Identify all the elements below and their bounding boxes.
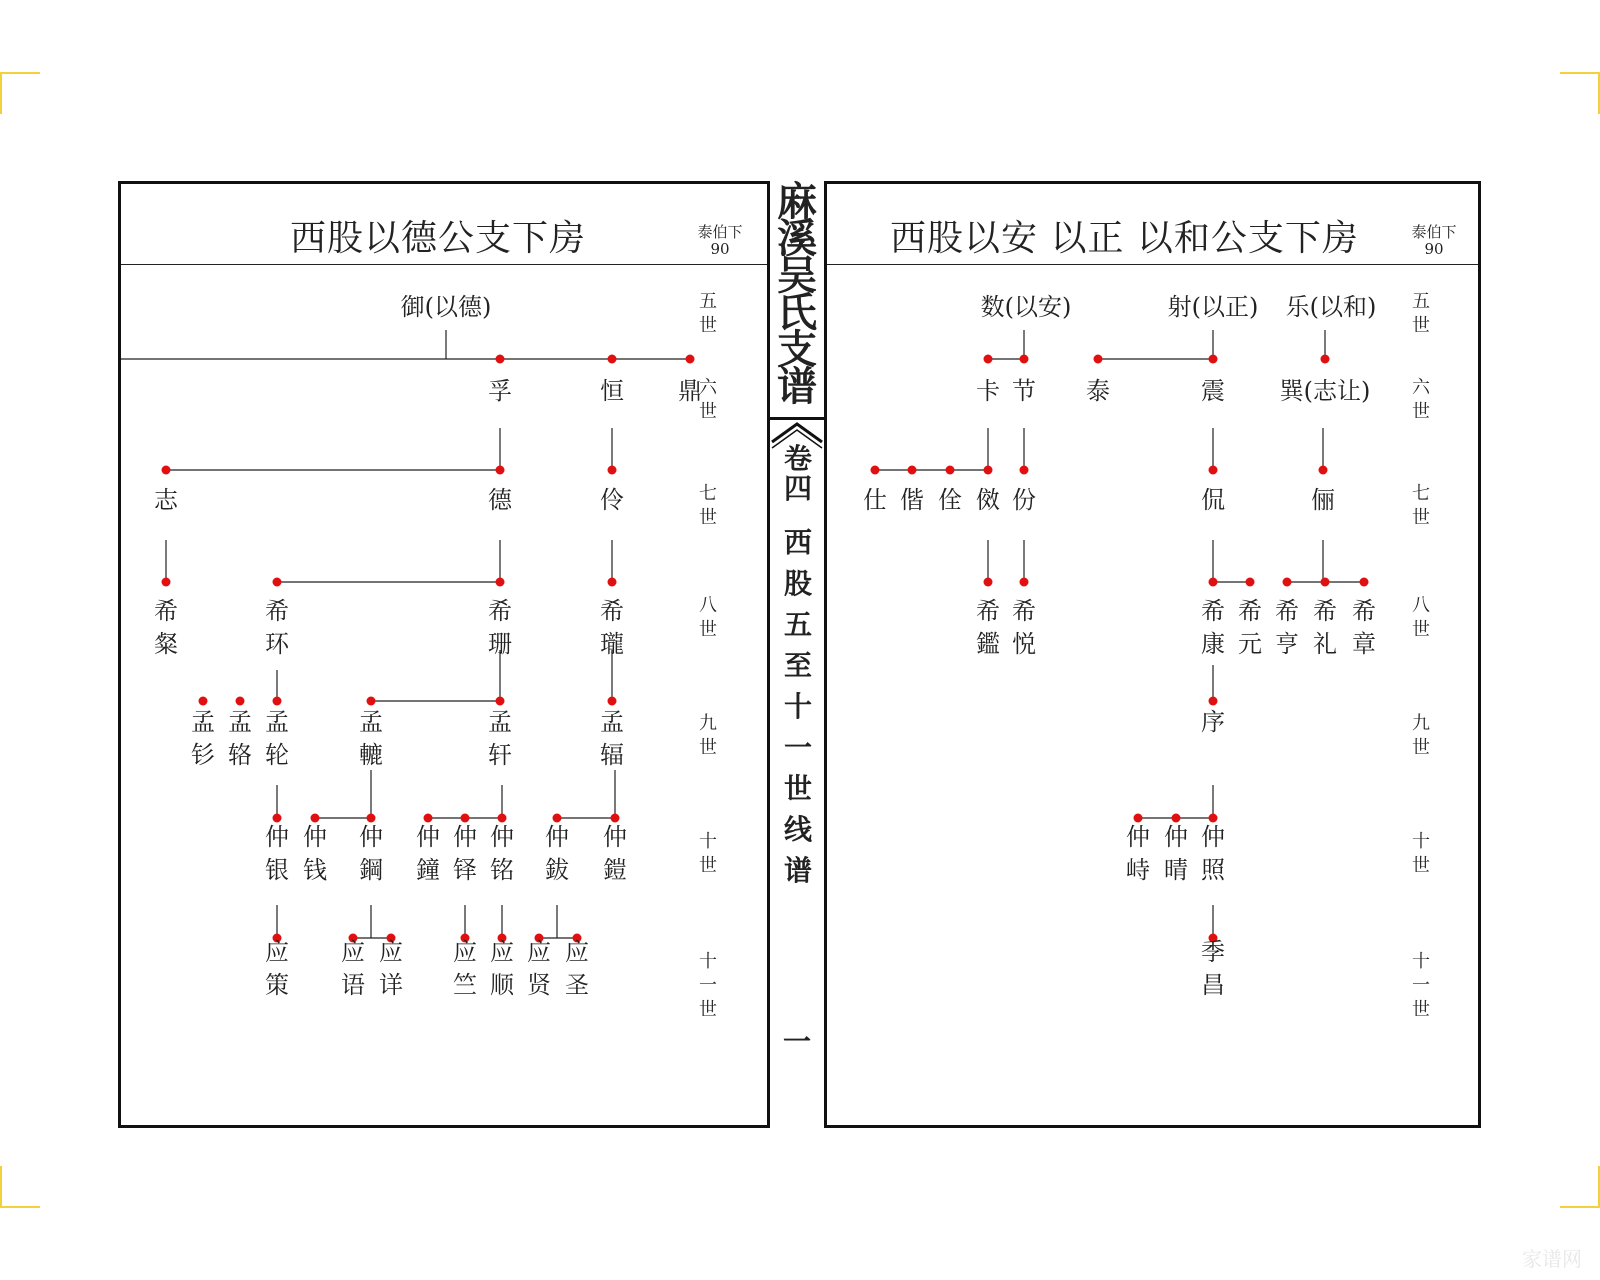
person-name: 应策 xyxy=(265,938,289,999)
person-name: 卡 xyxy=(976,377,1000,405)
person-name: 志 xyxy=(154,486,178,514)
lineage-marker xyxy=(608,466,617,475)
person-name: 孟辂 xyxy=(228,708,252,769)
person-name: 希元 xyxy=(1238,597,1262,658)
left-page-title: 西股以德公支下房 xyxy=(290,218,587,259)
watermark: 家谱网 xyxy=(1522,1247,1582,1271)
lineage-marker xyxy=(1321,355,1330,364)
lineage-marker xyxy=(367,697,376,706)
lineage-marker xyxy=(608,697,617,706)
person-name: 仲照 xyxy=(1201,823,1225,884)
person-name: 希悦 xyxy=(1012,597,1036,658)
person-name: 仲鋼 xyxy=(359,823,383,884)
person-name: 泰 xyxy=(1086,377,1110,405)
person-name: 偕 xyxy=(900,486,924,514)
person-name: 佺 xyxy=(938,486,962,514)
person-name: 仲鎧 xyxy=(603,823,627,884)
person-name: 仲鐘 xyxy=(416,823,440,884)
person-name: 孟轩 xyxy=(488,708,512,769)
lineage-marker xyxy=(946,466,955,475)
person-name: 侃 xyxy=(1201,486,1225,514)
person-name: 孟辐 xyxy=(600,708,624,769)
lineage-marker xyxy=(1319,466,1328,475)
person-name: 希珊 xyxy=(488,597,512,658)
person-name: 仕 xyxy=(863,486,887,514)
generation-label: 十一世 xyxy=(1412,951,1430,1020)
volume-label-number: 90 xyxy=(710,240,730,258)
volume-label-line: 泰伯下 xyxy=(1411,223,1457,241)
person-name: 俪 xyxy=(1311,486,1335,514)
person-name: 希亨 xyxy=(1275,597,1299,658)
spine-subtitle: 西股五至十一世线谱 xyxy=(783,526,812,887)
lineage-marker xyxy=(686,355,695,364)
person-name: 序 xyxy=(1201,708,1225,736)
lineage-marker xyxy=(162,578,171,587)
person-name: 季昌 xyxy=(1201,938,1225,999)
person-name: 傚 xyxy=(976,486,1000,514)
right-page-title: 西股以安 以正 以和公支下房 xyxy=(890,218,1359,259)
person-name: 应详 xyxy=(379,938,403,999)
lineage-marker xyxy=(1209,355,1218,364)
person-name: 伶 xyxy=(600,486,624,514)
person-name: 希粲 xyxy=(154,597,178,658)
person-name: 孟钐 xyxy=(191,708,215,769)
generation-label: 七世 xyxy=(699,483,717,528)
lineage-marker xyxy=(984,466,993,475)
person-name: 希鑑 xyxy=(976,597,1000,658)
lineage-marker xyxy=(1360,578,1369,587)
person-name: 孟轆 xyxy=(359,708,383,769)
lineage-marker xyxy=(1209,466,1218,475)
person-name: 仲鈸 xyxy=(545,823,569,884)
lineage-marker xyxy=(496,578,505,587)
person-name: 仲银 xyxy=(265,823,289,884)
volume-label-number: 90 xyxy=(1424,240,1444,258)
generation-label: 九世 xyxy=(699,713,717,758)
person-name: 恒 xyxy=(600,377,624,405)
lineage-marker xyxy=(1283,578,1292,587)
person-name: 应顺 xyxy=(490,938,514,999)
person-name: 震 xyxy=(1201,377,1225,405)
lineage-marker xyxy=(199,697,208,706)
lineage-marker xyxy=(496,355,505,364)
person-name: 希瓏 xyxy=(600,597,624,658)
person-name: 希礼 xyxy=(1313,597,1337,658)
person-name: 份 xyxy=(1012,486,1036,514)
person-name: 希环 xyxy=(265,597,289,658)
lineage-marker xyxy=(984,578,993,587)
lineage-marker xyxy=(496,697,505,706)
lineage-marker xyxy=(236,697,245,706)
person-name: 希康 xyxy=(1201,597,1225,658)
spine-volume: 卷四 xyxy=(783,442,812,505)
generation-label: 六世 xyxy=(1412,377,1430,422)
person-name: 仲钱 xyxy=(303,823,327,884)
lineage-marker xyxy=(1020,466,1029,475)
spine-page-number: 一 xyxy=(782,1025,811,1058)
person-name: 应竺 xyxy=(453,938,477,999)
generation-label: 九世 xyxy=(1412,713,1430,758)
lineage-marker xyxy=(908,466,917,475)
person-name: 节 xyxy=(1012,377,1036,405)
person-name: 应语 xyxy=(341,938,365,999)
person-name: 仲铎 xyxy=(453,823,477,884)
lineage-marker xyxy=(608,355,617,364)
person-name: 鼎 xyxy=(678,377,702,405)
lineage-marker xyxy=(496,466,505,475)
person-name: 射(以正) xyxy=(1167,293,1259,321)
generation-label: 十一世 xyxy=(699,951,717,1020)
lineage-marker xyxy=(984,355,993,364)
person-name: 仲铭 xyxy=(490,823,514,884)
generation-label: 八世 xyxy=(699,595,717,640)
lineage-marker xyxy=(273,697,282,706)
person-name: 巽(志让) xyxy=(1279,377,1371,405)
person-name: 仲峙 xyxy=(1126,823,1150,884)
lineage-marker xyxy=(1020,355,1029,364)
lineage-marker xyxy=(1020,578,1029,587)
spine-title: 麻溪吴氏支谱 xyxy=(777,179,817,410)
person-name: 应贤 xyxy=(527,938,551,999)
generation-label: 五世 xyxy=(1412,291,1430,336)
person-name: 乐(以和) xyxy=(1285,293,1377,321)
generation-label: 八世 xyxy=(1412,595,1430,640)
lineage-marker xyxy=(1246,578,1255,587)
person-name: 应圣 xyxy=(565,938,589,999)
lineage-marker xyxy=(871,466,880,475)
person-name: 御(以德) xyxy=(400,293,492,321)
lineage-marker xyxy=(162,466,171,475)
generation-label: 七世 xyxy=(1412,483,1430,528)
lineage-marker xyxy=(1094,355,1103,364)
generation-label: 十世 xyxy=(1412,831,1430,876)
person-name: 数(以安) xyxy=(980,293,1072,321)
person-name: 希章 xyxy=(1352,597,1376,658)
lineage-marker xyxy=(608,578,617,587)
person-name: 孟轮 xyxy=(265,708,289,769)
person-name: 孚 xyxy=(488,377,512,405)
volume-label-line: 泰伯下 xyxy=(697,223,743,241)
generation-label: 十世 xyxy=(699,831,717,876)
lineage-marker xyxy=(1209,578,1218,587)
lineage-marker xyxy=(273,578,282,587)
lineage-marker xyxy=(1209,697,1218,706)
generation-label: 五世 xyxy=(699,291,717,336)
person-name: 仲晴 xyxy=(1164,823,1188,884)
generation-label: 六世 xyxy=(699,377,717,422)
person-name: 德 xyxy=(488,486,512,514)
lineage-marker xyxy=(1321,578,1330,587)
